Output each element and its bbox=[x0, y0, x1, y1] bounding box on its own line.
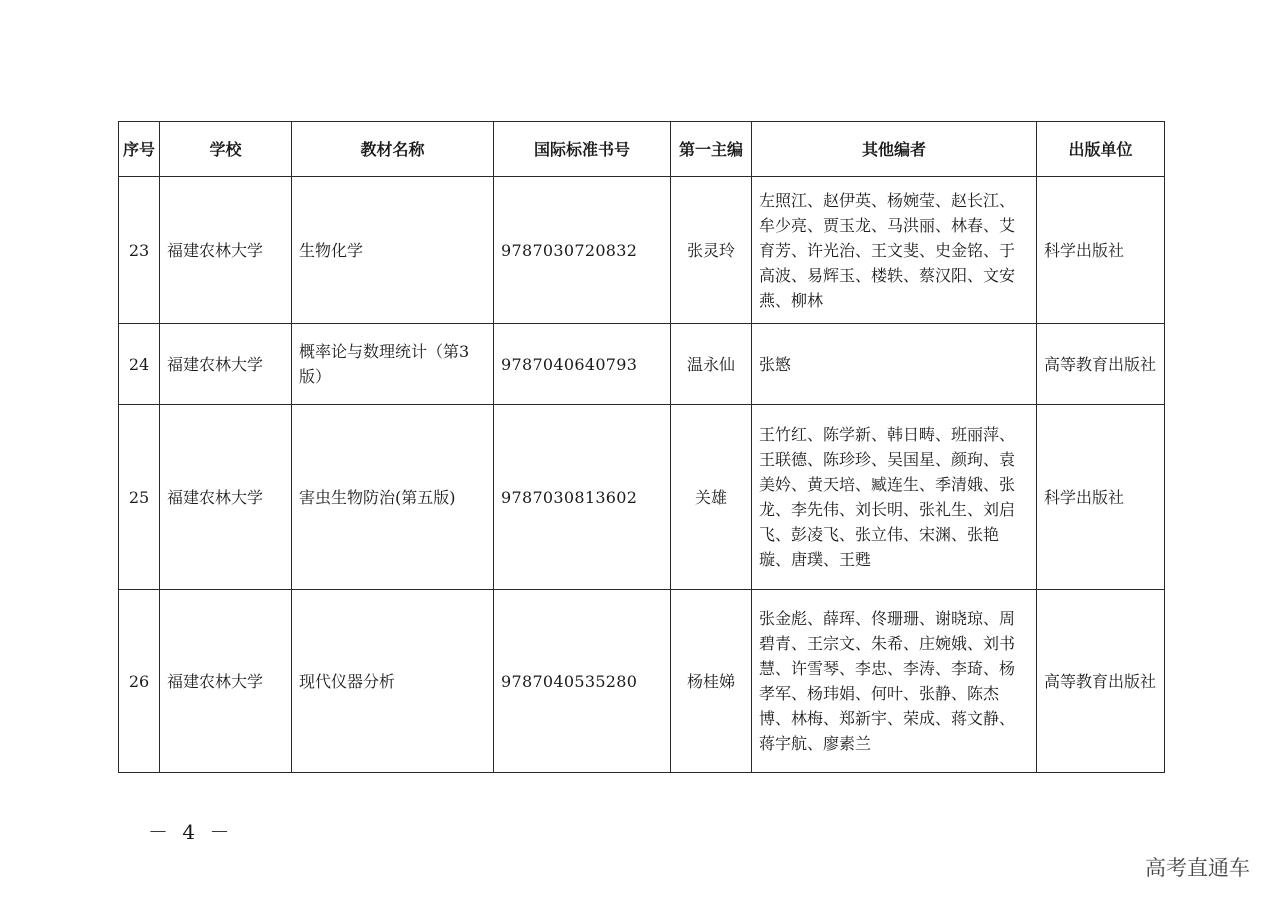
table-row bbox=[119, 324, 1165, 405]
table-row bbox=[119, 590, 1165, 773]
cell-first-editor: 关雄 bbox=[671, 405, 752, 590]
cell-no: 23 bbox=[119, 177, 160, 324]
cell-no: 24 bbox=[119, 324, 160, 405]
header-first-editor: 第一主编 bbox=[671, 122, 752, 177]
cell-isbn: 9787040535280 bbox=[494, 590, 671, 773]
cell-first-editor: 温永仙 bbox=[671, 324, 752, 405]
header-isbn: 国际标准书号 bbox=[494, 122, 671, 177]
header-school: 学校 bbox=[160, 122, 292, 177]
cell-publisher: 高等教育出版社 bbox=[1037, 324, 1165, 405]
cell-school: 福建农林大学 bbox=[160, 405, 292, 590]
cell-publisher: 科学出版社 bbox=[1037, 405, 1165, 590]
cell-first-editor: 张灵玲 bbox=[671, 177, 752, 324]
cell-publisher: 高等教育出版社 bbox=[1037, 590, 1165, 773]
cell-school: 福建农林大学 bbox=[160, 324, 292, 405]
cell-title: 害虫生物防治(第五版) bbox=[292, 405, 494, 590]
header-title: 教材名称 bbox=[292, 122, 494, 177]
cell-isbn: 9787040640793 bbox=[494, 324, 671, 405]
header-no: 序号 bbox=[119, 122, 160, 177]
cell-no: 26 bbox=[119, 590, 160, 773]
cell-other-editors: 张金彪、薛珲、佟珊珊、谢晓琼、周碧青、王宗文、朱希、庄婉娥、刘书慧、许雪琴、李忠、李涛、李琦、杨孝军、杨玮娟、何叶、张静、陈杰博、林梅、郑新宇、荣成、蒋文静、蒋宇航、廖素兰 bbox=[752, 590, 1037, 773]
watermark-text: 高考直通车 bbox=[1145, 856, 1250, 880]
cell-isbn: 9787030813602 bbox=[494, 405, 671, 590]
cell-school: 福建农林大学 bbox=[160, 590, 292, 773]
cell-other-editors: 左照江、赵伊英、杨婉莹、赵长江、牟少亮、贾玉龙、马洪丽、林春、艾育芳、许光治、王文斐、史金铭、于高波、易辉玉、楼轶、蔡汉阳、文安燕、柳林 bbox=[752, 177, 1037, 324]
cell-isbn: 9787030720832 bbox=[494, 177, 671, 324]
cell-no: 25 bbox=[119, 405, 160, 590]
page-number: － 4 － bbox=[148, 820, 234, 844]
header-publisher: 出版单位 bbox=[1037, 122, 1165, 177]
table-row bbox=[119, 405, 1165, 590]
textbook-table bbox=[118, 121, 1165, 773]
cell-other-editors: 张慜 bbox=[752, 324, 1037, 405]
cell-publisher: 科学出版社 bbox=[1037, 177, 1165, 324]
cell-first-editor: 杨桂娣 bbox=[671, 590, 752, 773]
table-header-row bbox=[119, 122, 1165, 177]
cell-title: 现代仪器分析 bbox=[292, 590, 494, 773]
cell-school: 福建农林大学 bbox=[160, 177, 292, 324]
cell-title: 概率论与数理统计（第3版） bbox=[292, 324, 494, 405]
cell-other-editors: 王竹红、陈学新、韩日畴、班丽萍、王联德、陈珍珍、吴国星、颜珣、袁美妗、黄天培、臧连生、季清娥、张龙、李先伟、刘长明、张礼生、刘启飞、彭凌飞、张立伟、宋渊、张艳璇、唐璞、王甦 bbox=[752, 405, 1037, 590]
header-other-editors: 其他编者 bbox=[752, 122, 1037, 177]
cell-title: 生物化学 bbox=[292, 177, 494, 324]
table-row bbox=[119, 177, 1165, 324]
